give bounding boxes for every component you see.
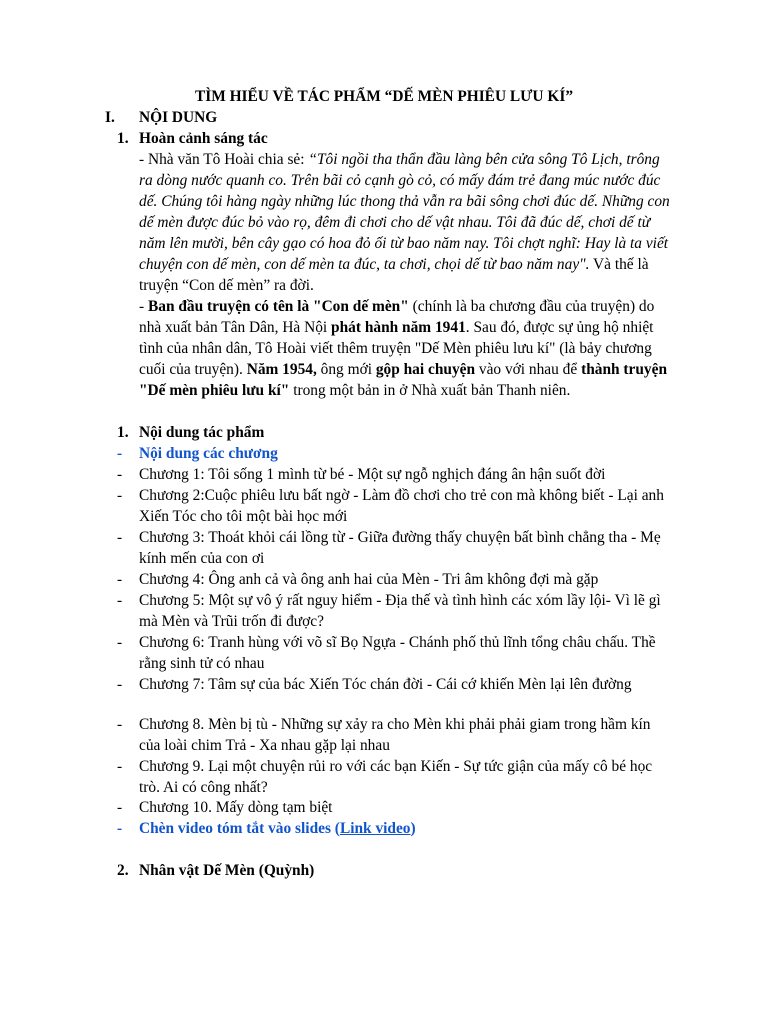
chapter-text: Chương 7: Tâm sự của bác Xiến Tóc chán đời - Cái cớ khiến Mèn lại lên đường [139,676,632,693]
list-bullet: - [117,529,123,546]
subsection-title: Nhân vật Dế Mèn (Quỳnh) [139,862,315,879]
document-title: TÌM HIỂU VỀ TÁC PHẨM “DẾ MÈN PHIÊU LƯU KÍ” [194,88,574,105]
paragraph-dash: - [139,298,148,315]
chapters-heading: Nội dung các chương [139,445,278,462]
author-quote-paragraph [139,149,675,296]
body-text: . Sau đó, được sự ủng hộ nhiệt tình của nhân dân, Tô Hoài viết thêm truyện "Dế Mèn phiêu lưu kí" (là bảy chương cuối của truyện). [139,319,654,378]
video-instruction-text: Chèn video tóm tắt vào slides ( [139,820,340,837]
chapter-text: Chương 5: Một sự vô ý rất nguy hiểm - Địa thế và tình hình các xóm lầy lội- Vì lẽ gì mà Mèn và Trũi trốn đi được? [139,592,661,630]
body-text: trong một bản in ở Nhà xuất bản Thanh niên. [289,382,571,399]
subsection-number: 1. [117,130,129,147]
chapter-text: Chương 10. Mấy dòng tạm biệt [139,799,333,816]
bold-text: Ban đầu truyện có tên là "Con dế mèn" [147,298,409,315]
body-text: ông mới [316,361,376,378]
list-bullet: - [117,716,123,733]
video-link[interactable]: Link video [339,820,411,837]
chapter-text: Chương 6: Tranh hùng với võ sĩ Bọ Ngựa - Chánh phố thủ lĩnh tổng châu chấu. Thề rằng sinh tử có nhau [139,634,656,672]
list-bullet: - [117,445,123,462]
section-title: NỘI DUNG [139,109,218,126]
list-bullet: - [117,634,123,651]
video-instruction-close: ) [410,820,416,837]
list-bullet: - [117,466,123,483]
author-quote: “Tôi ngồi tha thẩn đầu làng bên cửa sông Tô Lịch, trông ra dòng nước quanh co. Trên bãi cỏ cạnh gò cỏ, có mấy đám trẻ đang múc nước đúc dế. Chúng tôi hàng ngày những lúc thong thả vẫn ra bãi sông chơi đúc dế. Những con dế mèn được đúc bỏ vào rọ, đêm đi chơi cho dế vật nhau. Tôi đã đúc dế, chơi dế từ năm lên mười, bên cây gạo có hoa đỏ ối từ bao năm nay. Tôi chợt nghĩ: Hay là ta viết chuyện con dế mèn, con dế mèn ta đúc, ta chơi, chọi dế từ bao năm nay". [139,151,670,273]
bold-text: phát hành năm 1941 [331,319,466,336]
subsection-title: Hoàn cảnh sáng tác [139,130,268,147]
list-bullet: - [117,758,123,775]
chapter-text: Chương 9. Lại một chuyện rủi ro với các bạn Kiến - Sự tức giận của mấy cô bé học trò. Ai có công nhất? [139,758,653,796]
subsection-number: 1. [117,424,129,441]
publication-history-paragraph [139,296,675,401]
bold-text: Năm 1954, [246,361,317,378]
list-bullet: - [117,571,123,588]
chapter-text: Chương 8. Mèn bị tù - Những sự xảy ra cho Mèn khi phải phải giam trong hầm kín của loài chim Trả - Xa nhau gặp lại nhau [139,716,651,754]
list-bullet: - [117,820,123,837]
body-text: vào với nhau để [475,361,582,378]
section-number: I. [105,109,115,126]
chapter-text: Chương 1: Tôi sống 1 mình từ bé - Một sự ngỗ nghịch đáng ân hận suốt đời [139,466,606,483]
bold-text: thành truyện "Dế mèn phiêu lưu kí" [139,361,668,399]
quote-tail: Và thế là truyện “Con dế mèn” ra đời. [139,256,649,294]
chapter-text: Chương 4: Ông anh cả và ông anh hai của Mèn - Tri âm không đợi mà gặp [139,571,599,588]
bold-text: gộp hai chuyện [375,361,476,378]
video-instruction [139,818,675,839]
list-bullet: - [117,592,123,609]
chapter-text: Chương 3: Thoát khỏi cái lồng từ - Giữa đường thấy chuyện bất bình chẳng tha - Mẹ kính mến của con ơi [139,529,661,567]
quote-lead: - Nhà văn Tô Hoài chia sẻ: [139,151,309,168]
list-bullet: - [117,799,123,816]
list-bullet: - [117,676,123,693]
list-bullet: - [117,487,123,504]
chapter-text: Chương 2:Cuộc phiêu lưu bất ngờ - Làm đồ chơi cho trẻ con mà không biết - Lại anh Xiến Tóc cho tôi một bài học mới [139,487,664,525]
body-text: (chính là ba chương đầu của truyện) do nhà xuất bản Tân Dân, Hà Nội [139,298,655,336]
subsection-number: 2. [117,862,129,879]
subsection-title: Nội dung tác phẩm [139,424,265,441]
